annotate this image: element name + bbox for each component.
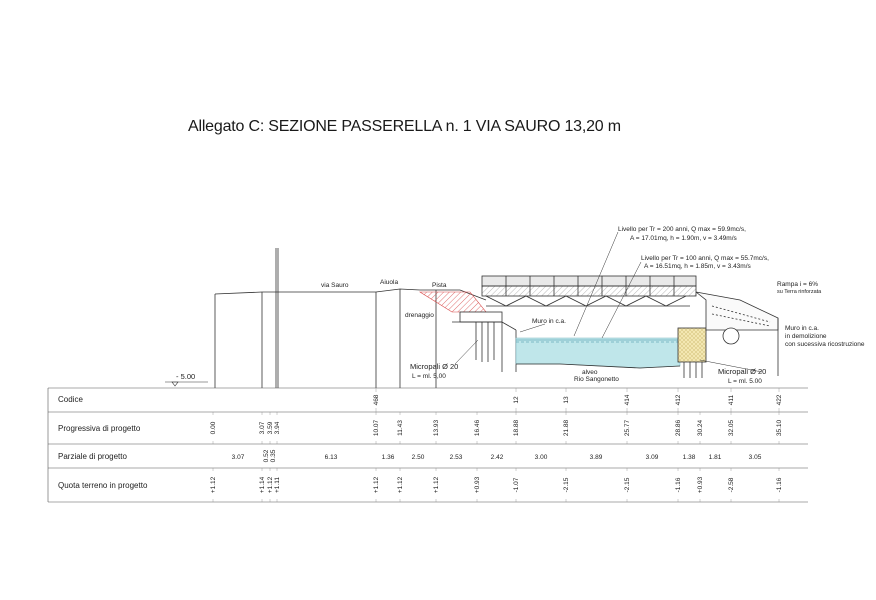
quote-cells (210, 468, 783, 502)
progressiva-cell: 28.86 (675, 419, 682, 437)
label-muro-right-3: con sucessiva ricostruzione (785, 341, 865, 348)
parziale-cell: 1.81 (708, 454, 722, 461)
quota-cell: -1.16 (776, 477, 783, 493)
label-aiuola: Aiuola (380, 279, 399, 286)
parziale-cell: 3.07 (231, 454, 245, 461)
progressiva-cell: 3.94 (274, 421, 281, 435)
label-micropali-left: Micropali Ø 20 (410, 362, 459, 371)
label-muro-right-1: Muro in c.a. (785, 325, 819, 332)
profile-table (48, 388, 808, 502)
label-level-100-2: A = 16.51mq, h = 1.85m, v = 3.43m/s (644, 263, 751, 270)
label-terra-rinforzata: su Terra rinforzata (777, 289, 822, 295)
progressiva-cell: 25.77 (624, 419, 631, 437)
codice-cell: 468 (373, 394, 380, 406)
quota-cell: +1.12 (373, 476, 380, 494)
progressiva-cell: 13.93 (433, 419, 440, 437)
quota-cell: -2.15 (624, 477, 631, 493)
progressiva-cell: 21.88 (563, 419, 570, 437)
parziale-cell: 0.52 (263, 449, 270, 463)
datum-marker (172, 382, 178, 386)
parziale-cell: 0.35 (270, 449, 277, 463)
quota-cell: +1.12 (210, 476, 217, 494)
quota-cell: -2.15 (563, 477, 570, 493)
parziale-cell: 3.89 (589, 454, 603, 461)
quota-cell: +0.93 (697, 476, 704, 494)
ramp-terra-rinforzata (696, 292, 778, 376)
label-pista: Pista (432, 282, 447, 289)
parziale-cell: 3.00 (534, 454, 548, 461)
progressiva-cell: 18.88 (513, 419, 520, 437)
parziale-cell: 3.05 (748, 454, 762, 461)
label-level-100-1: Livello per Tr = 100 anni, Q max = 55.7mc/s, (641, 255, 769, 262)
quota-cell: +1.14 (259, 476, 266, 494)
label-level-200-1: Livello per Tr = 200 anni, Q max = 59.9mc/s, (618, 226, 746, 233)
progressiva-cell: 32.05 (728, 419, 735, 437)
progressiva-cell: 10.07 (373, 419, 380, 437)
label-rio: Rio Sangonetto (574, 376, 619, 383)
label-rampa: Rampa i = 6% (777, 281, 819, 288)
quota-cell: +1.12 (397, 476, 404, 494)
quota-cell: -1.07 (513, 477, 520, 493)
quota-cell: +1.11 (274, 477, 281, 493)
parziale-cell: 6.13 (324, 454, 338, 461)
quota-cell: +1.12 (433, 476, 440, 494)
quota-cell: -1.16 (675, 477, 682, 493)
progressiva-cell: 0.00 (210, 421, 217, 435)
progressiva-cell: 3.07 (259, 421, 266, 435)
codice-cell: 422 (776, 394, 783, 406)
row-label-progressiva: Progressiva di progetto (58, 424, 141, 433)
progressiva-cell: 30.24 (697, 419, 704, 437)
right-abutment (678, 328, 706, 378)
label-alveo: alveo (582, 369, 598, 376)
progressiva-cell: 3.59 (267, 421, 274, 435)
label-micropali-right: Micropali Ø 20 (718, 367, 767, 376)
row-label-parziale: Parziale di progetto (58, 452, 127, 461)
progressiva-cell: 11.43 (397, 420, 404, 436)
codice-cell: 411 (728, 394, 735, 406)
label-micropali-left-l: L = ml. 5,00 (412, 373, 446, 380)
row-label-codice: Codice (58, 395, 83, 404)
label-muro-right-2: in demolizione (785, 333, 827, 340)
progressive-cells (210, 412, 783, 444)
quota-cell: +1.12 (267, 476, 274, 494)
left-abutment (452, 312, 516, 372)
parziale-cell: 1.36 (381, 454, 395, 461)
page-title: Allegato C: SEZIONE PASSERELLA n. 1 VIA SAURO 13,20 m (188, 118, 621, 135)
progressiva-cell: 16.46 (474, 419, 481, 437)
label-micropali-right-l: L = ml. 5.00 (728, 378, 762, 385)
label-via-sauro: via Sauro (321, 282, 349, 289)
label-level-200-2: A = 17.01mq, h = 1.90m, v = 3.49m/s (630, 235, 737, 242)
codice-cell: 414 (624, 394, 631, 406)
codici-cells (373, 388, 783, 412)
parziale-cell: 2.50 (411, 454, 425, 461)
codice-cell: 12 (513, 396, 520, 404)
parziale-cell: 3.09 (645, 454, 659, 461)
quota-cell: +0.93 (474, 476, 481, 494)
label-elevation-ref: - 5.00 (176, 372, 196, 381)
row-label-quota: Quota terreno in progetto (58, 481, 148, 490)
parziali-cells (232, 449, 762, 462)
parziale-cell: 1.38 (682, 454, 696, 461)
quota-cell: -2.58 (728, 477, 735, 493)
parziale-cell: 2.53 (449, 454, 463, 461)
codice-cell: 13 (563, 396, 570, 404)
codice-cell: 412 (675, 394, 682, 406)
progressiva-cell: 35.10 (776, 419, 783, 437)
drainage-hatch (420, 292, 486, 312)
parziale-cell: 2.42 (490, 454, 504, 461)
bridge-truss (482, 276, 696, 306)
river-water (516, 338, 680, 368)
label-muro-ca: Muro in c.a. (532, 318, 566, 325)
label-drenaggio: drenaggio (405, 312, 434, 319)
